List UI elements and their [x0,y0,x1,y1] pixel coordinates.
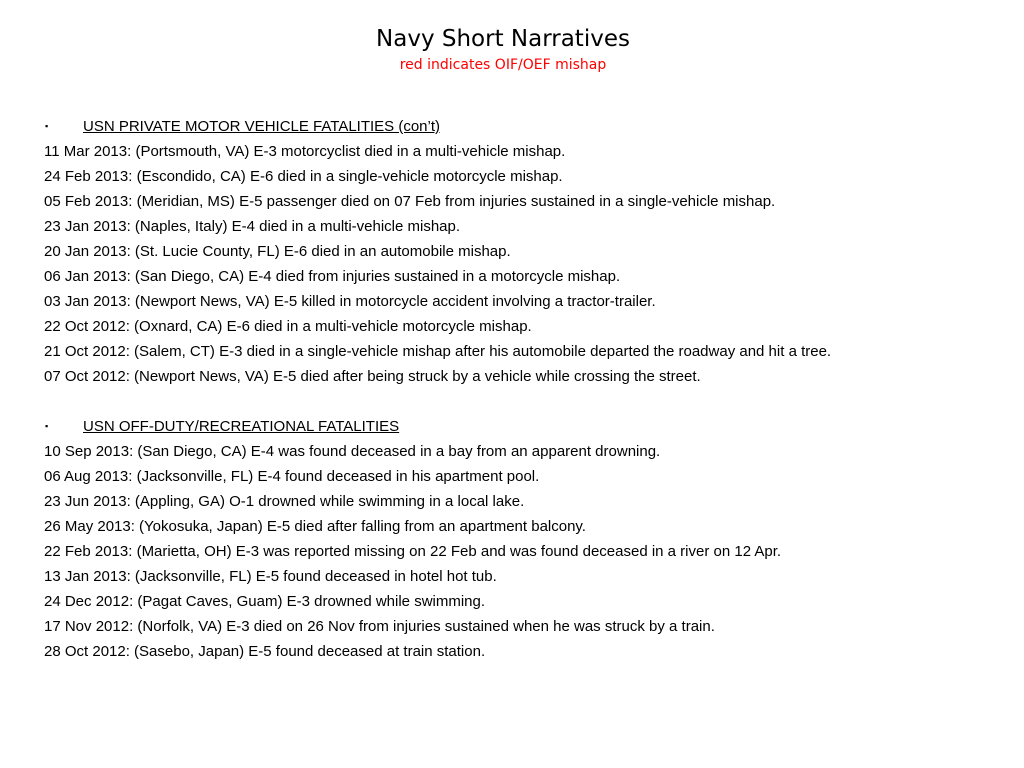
section-heading [44,414,1004,439]
square-bullet-icon: ▪ [45,421,49,431]
narrative-entry: 05 Feb 2013: (Meridian, MS) E-5 passenger died on 07 Feb from injuries sustained in a single-vehicle mishap. [44,193,776,210]
slide-subtitle: red indicates OIF/OEF mishap [399,57,607,73]
narrative-entry: 22 Oct 2012: (Oxnard, CA) E-6 died in a multi-vehicle motorcycle mishap. [44,318,532,335]
narrative-entry: 06 Jan 2013: (San Diego, CA) E-4 died from injuries sustained in a motorcycle mishap. [44,268,621,285]
narrative-entry: 21 Oct 2012: (Salem, CT) E-3 died in a single-vehicle mishap after his automobile departed the roadway and hit a tree. [44,343,832,360]
section-heading-text: USN PRIVATE MOTOR VEHICLE FATALITIES (con’t) [83,118,441,135]
narrative-list [44,139,1004,389]
section-heading [44,114,1004,139]
narrative-entry: 07 Oct 2012: (Newport News, VA) E-5 died after being struck by a vehicle while crossing the street. [44,368,701,385]
narrative-entry: 10 Sep 2013: (San Diego, CA) E-4 was found deceased in a bay from an apparent drowning. [44,443,661,460]
narrative-entry: 24 Feb 2013: (Escondido, CA) E-6 died in a single-vehicle motorcycle mishap. [44,168,563,185]
narrative-list [44,439,1004,664]
narrative-entry: 26 May 2013: (Yokosuka, Japan) E-5 died after falling from an apartment balcony. [44,518,586,535]
narrative-entry: 17 Nov 2012: (Norfolk, VA) E-3 died on 26 Nov from injuries sustained when he was struck by a train. [44,618,715,635]
narrative-entry: 23 Jun 2013: (Appling, GA) O-1 drowned while swimming in a local lake. [44,493,525,510]
slide-header [0,22,1006,74]
narrative-entry: 06 Aug 2013: (Jacksonville, FL) E-4 found deceased in his apartment pool. [44,468,540,485]
narrative-entry: 03 Jan 2013: (Newport News, VA) E-5 killed in motorcycle accident involving a tractor-trailer. [44,293,656,310]
section-private-motor-vehicle-fatalities [44,114,1004,389]
narrative-entry: 13 Jan 2013: (Jacksonville, FL) E-5 found deceased in hotel hot tub. [44,568,497,585]
narrative-entry: 11 Mar 2013: (Portsmouth, VA) E-3 motorcyclist died in a multi-vehicle mishap. [44,143,566,160]
narrative-entry: 20 Jan 2013: (St. Lucie County, FL) E-6 died in an automobile mishap. [44,243,511,260]
narrative-entry: 23 Jan 2013: (Naples, Italy) E-4 died in a multi-vehicle mishap. [44,218,461,235]
narrative-entry: 28 Oct 2012: (Sasebo, Japan) E-5 found deceased at train station. [44,643,486,660]
square-bullet-icon: ▪ [45,121,49,131]
section-heading-text: USN OFF-DUTY/RECREATIONAL FATALITIES [83,418,400,435]
narrative-entry: 24 Dec 2012: (Pagat Caves, Guam) E-3 drowned while swimming. [44,593,486,610]
section-off-duty-recreational-fatalities [44,414,1004,664]
slide-title: Navy Short Narratives [376,26,630,52]
narrative-entry: 22 Feb 2013: (Marietta, OH) E-3 was reported missing on 22 Feb and was found deceased in a river on 12 Apr. [44,543,782,560]
slide-body [44,114,1004,664]
